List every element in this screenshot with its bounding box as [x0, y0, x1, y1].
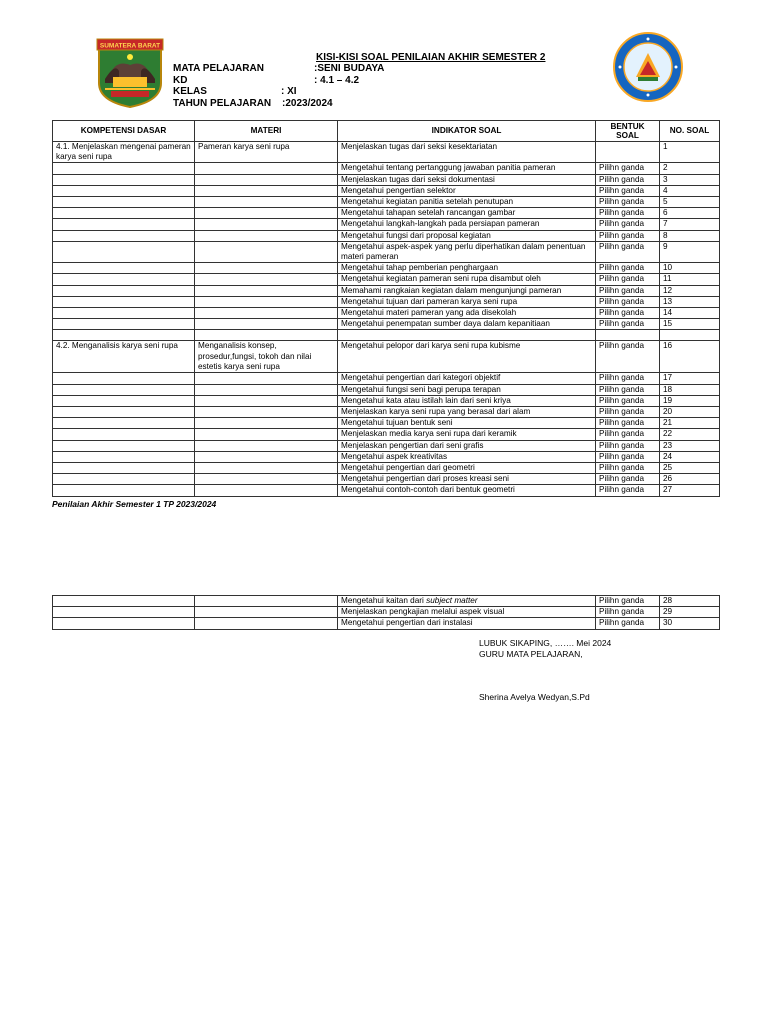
- table-row: [53, 319, 720, 330]
- indikator-text: Menjelaskan pengkajian melalui aspek visual: [341, 607, 505, 617]
- school-seal-logo: [612, 31, 684, 103]
- table-row: [53, 142, 720, 163]
- assessment-note: Penilaian Akhir Semester 1 TP 2023/2024: [52, 499, 217, 509]
- cell-bentuk: [596, 142, 660, 163]
- cell-indikator: Mengetahui pengertian dari proses kreasi seni: [338, 474, 596, 485]
- table-row: [53, 219, 720, 230]
- cell-materi: [195, 296, 338, 307]
- cell-bentuk: Pilihn ganda: [596, 407, 660, 418]
- cell-kompetensi: [53, 330, 195, 341]
- cell-indikator: Mengetahui aspek kreativitas: [338, 451, 596, 462]
- table-row: [53, 197, 720, 208]
- cell-materi: [195, 463, 338, 474]
- cell-kompetensi: [53, 263, 195, 274]
- cell-no: 8: [660, 230, 720, 241]
- table-row: [53, 618, 720, 629]
- cell-bentuk: Pilihn ganda: [596, 596, 660, 607]
- cell-kompetensi: [53, 618, 195, 629]
- column-header-materi: MATERI: [195, 121, 338, 142]
- question-grid-table-continued: [52, 595, 720, 630]
- cell-no: 12: [660, 285, 720, 296]
- cell-kompetensi: [53, 208, 195, 219]
- cell-kompetensi: [53, 485, 195, 496]
- cell-no: 17: [660, 373, 720, 384]
- cell-bentuk: Pilihn ganda: [596, 463, 660, 474]
- table-row: [53, 274, 720, 285]
- table-row: [53, 384, 720, 395]
- cell-bentuk: Pilihn ganda: [596, 341, 660, 373]
- cell-no: 5: [660, 197, 720, 208]
- table-row: [53, 208, 720, 219]
- cell-indikator: Mengetahui pelopor dari karya seni rupa kubisme: [338, 341, 596, 373]
- cell-bentuk: Pilihn ganda: [596, 373, 660, 384]
- cell-indikator: Mengetahui tahapan setelah rancangan gambar: [338, 208, 596, 219]
- cell-no: 19: [660, 395, 720, 406]
- meta-label-class: KELAS: [173, 86, 207, 97]
- cell-kompetensi: [53, 319, 195, 330]
- cell-materi: [195, 185, 338, 196]
- logo-banner-text: SUMATERA BARAT: [99, 42, 161, 50]
- cell-indikator: Mengetahui contoh-contoh dari bentuk geometri: [338, 485, 596, 496]
- cell-no: 7: [660, 219, 720, 230]
- cell-no: 28: [660, 596, 720, 607]
- cell-materi: [195, 429, 338, 440]
- cell-materi: [195, 308, 338, 319]
- cell-no: 21: [660, 418, 720, 429]
- cell-indikator: Menjelaskan tugas dari seksi dokumentasi: [338, 174, 596, 185]
- signature-role: GURU MATA PELAJARAN,: [479, 649, 583, 659]
- column-header-kompetensi: KOMPETENSI DASAR: [53, 121, 195, 142]
- table-row: [53, 263, 720, 274]
- signature-place-date: LUBUK SIKAPING, ……. Mei 2024: [479, 638, 612, 648]
- cell-indikator: Mengetahui fungsi seni bagi perupa terapan: [338, 384, 596, 395]
- cell-kompetensi: [53, 429, 195, 440]
- cell-indikator: [338, 330, 596, 341]
- cell-no: 18: [660, 384, 720, 395]
- cell-kompetensi: [53, 373, 195, 384]
- cell-indikator: Mengetahui penempatan sumber daya dalam kepanitiaan: [338, 319, 596, 330]
- cell-bentuk: Pilihn ganda: [596, 451, 660, 462]
- table-row: [53, 440, 720, 451]
- document-title: KISI-KISI SOAL PENILAIAN AKHIR SEMESTER 2: [316, 52, 546, 63]
- cell-kompetensi: [53, 285, 195, 296]
- cell-kompetensi: [53, 308, 195, 319]
- cell-kompetensi: [53, 274, 195, 285]
- cell-kompetensi: [53, 174, 195, 185]
- cell-indikator: Mengetahui fungsi dari proposal kegiatan: [338, 230, 596, 241]
- table-row: [53, 373, 720, 384]
- cell-indikator: [338, 596, 596, 607]
- cell-kompetensi: [53, 451, 195, 462]
- cell-materi: [195, 384, 338, 395]
- cell-no: 30: [660, 618, 720, 629]
- cell-bentuk: Pilihn ganda: [596, 219, 660, 230]
- cell-no: 25: [660, 463, 720, 474]
- cell-bentuk: Pilihn ganda: [596, 197, 660, 208]
- cell-materi: [195, 373, 338, 384]
- cell-indikator: [338, 607, 596, 618]
- table-row: [53, 463, 720, 474]
- cell-indikator: Mengetahui tujuan dari pameran karya seni rupa: [338, 296, 596, 307]
- cell-kompetensi: [53, 384, 195, 395]
- cell-kompetensi: [53, 197, 195, 208]
- cell-bentuk: Pilihn ganda: [596, 429, 660, 440]
- cell-indikator: Mengetahui tentang pertanggung jawaban panitia pameran: [338, 163, 596, 174]
- meta-value-kd: : 4.1 – 4.2: [314, 75, 360, 86]
- cell-no: 15: [660, 319, 720, 330]
- cell-bentuk: Pilihn ganda: [596, 208, 660, 219]
- cell-kompetensi: [53, 219, 195, 230]
- cell-bentuk: Pilihn ganda: [596, 384, 660, 395]
- question-grid-table: [52, 120, 720, 497]
- cell-kompetensi: [53, 418, 195, 429]
- cell-bentuk: Pilihn ganda: [596, 296, 660, 307]
- table-row: [53, 395, 720, 406]
- cell-no: 27: [660, 485, 720, 496]
- cell-indikator: Mengetahui langkah-langkah pada persiapan pameran: [338, 219, 596, 230]
- table-header-row: [53, 121, 720, 142]
- cell-materi: [195, 230, 338, 241]
- cell-no: 26: [660, 474, 720, 485]
- cell-bentuk: Pilihn ganda: [596, 395, 660, 406]
- cell-bentuk: Pilihn ganda: [596, 607, 660, 618]
- table-row: [53, 285, 720, 296]
- table-row: [53, 451, 720, 462]
- meta-label-year: TAHUN PELAJARAN: [173, 98, 272, 109]
- cell-no: 14: [660, 308, 720, 319]
- cell-kompetensi: [53, 596, 195, 607]
- cell-bentuk: Pilihn ganda: [596, 319, 660, 330]
- table-row: [53, 296, 720, 307]
- meta-label-subject: MATA PELAJARAN: [173, 63, 264, 74]
- cell-no: 1: [660, 142, 720, 163]
- cell-kompetensi: [53, 607, 195, 618]
- cell-bentuk: Pilihn ganda: [596, 185, 660, 196]
- table-row: [53, 429, 720, 440]
- cell-indikator: Mengetahui materi pameran yang ada disekolah: [338, 308, 596, 319]
- column-header-indikator: INDIKATOR SOAL: [338, 121, 596, 142]
- table-row: [53, 474, 720, 485]
- cell-no: 29: [660, 607, 720, 618]
- cell-no: 2: [660, 163, 720, 174]
- indikator-text: Mengetahui kaitan dari: [341, 596, 427, 605]
- cell-bentuk: Pilihn ganda: [596, 474, 660, 485]
- cell-indikator: Menjelaskan karya seni rupa yang berasal dari alam: [338, 407, 596, 418]
- meta-value-subject: :SENI BUDAYA: [314, 63, 385, 74]
- meta-value-year: :2023/2024: [282, 98, 333, 109]
- cell-no: 6: [660, 208, 720, 219]
- cell-no: 11: [660, 274, 720, 285]
- cell-indikator: Mengetahui kegiatan pameran seni rupa disambut oleh: [338, 274, 596, 285]
- cell-no: 10: [660, 263, 720, 274]
- table-row: [53, 308, 720, 319]
- sumatera-barat-logo: [95, 37, 165, 109]
- cell-materi: [195, 263, 338, 274]
- cell-indikator: Mengetahui kegiatan panitia setelah penutupan: [338, 197, 596, 208]
- cell-indikator: [338, 618, 596, 629]
- signature-name: Sherina Avelya Wedyan,S.Pd: [479, 692, 590, 702]
- cell-indikator: Mengetahui pengertian dari geometri: [338, 463, 596, 474]
- cell-materi: [195, 219, 338, 230]
- cell-kompetensi: [53, 230, 195, 241]
- cell-bentuk: Pilihn ganda: [596, 308, 660, 319]
- cell-kompetensi: [53, 440, 195, 451]
- cell-materi: [195, 330, 338, 341]
- cell-kompetensi: [53, 407, 195, 418]
- table-row: [53, 607, 720, 618]
- cell-materi: [195, 319, 338, 330]
- cell-bentuk: Pilihn ganda: [596, 174, 660, 185]
- cell-materi: [195, 607, 338, 618]
- cell-no: 22: [660, 429, 720, 440]
- table-row: [53, 174, 720, 185]
- cell-kompetensi: [53, 163, 195, 174]
- cell-kompetensi: 4.1. Menjelaskan mengenai pameran karya seni rupa: [53, 142, 195, 163]
- table-row: [53, 330, 720, 341]
- cell-materi: [195, 285, 338, 296]
- cell-no: 24: [660, 451, 720, 462]
- table-row: [53, 485, 720, 496]
- cell-indikator: Menjelaskan tugas dari seksi kesektariatan: [338, 142, 596, 163]
- cell-materi: [195, 451, 338, 462]
- cell-bentuk: Pilihn ganda: [596, 485, 660, 496]
- cell-bentuk: Pilihn ganda: [596, 440, 660, 451]
- cell-bentuk: [596, 330, 660, 341]
- cell-indikator: Mengetahui pengertian selektor: [338, 185, 596, 196]
- cell-no: 3: [660, 174, 720, 185]
- cell-materi: [195, 241, 338, 262]
- cell-bentuk: Pilihn ganda: [596, 163, 660, 174]
- cell-no: 16: [660, 341, 720, 373]
- cell-no: 4: [660, 185, 720, 196]
- cell-bentuk: Pilihn ganda: [596, 418, 660, 429]
- table-row: [53, 163, 720, 174]
- table-row: [53, 341, 720, 373]
- indikator-italic-text: subject matter: [426, 596, 478, 605]
- meta-value-class: : XI: [281, 86, 297, 97]
- cell-indikator: Menjelaskan pengertian dari seni grafis: [338, 440, 596, 451]
- column-header-bentuk: BENTUK SOAL: [596, 121, 660, 142]
- cell-materi: [195, 474, 338, 485]
- table-row: [53, 230, 720, 241]
- cell-materi: [195, 596, 338, 607]
- table-row: [53, 407, 720, 418]
- cell-kompetensi: [53, 395, 195, 406]
- cell-bentuk: Pilihn ganda: [596, 263, 660, 274]
- cell-materi: [195, 395, 338, 406]
- meta-label-kd: KD: [173, 75, 188, 86]
- cell-materi: [195, 418, 338, 429]
- cell-materi: [195, 274, 338, 285]
- table-row: [53, 596, 720, 607]
- cell-no: 23: [660, 440, 720, 451]
- column-header-no: NO. SOAL: [660, 121, 720, 142]
- cell-materi: Pameran karya seni rupa: [195, 142, 338, 163]
- cell-materi: [195, 197, 338, 208]
- cell-bentuk: Pilihn ganda: [596, 230, 660, 241]
- cell-kompetensi: [53, 463, 195, 474]
- cell-kompetensi: 4.2. Menganalisis karya seni rupa: [53, 341, 195, 373]
- cell-indikator: Menjelaskan media karya seni rupa dari keramik: [338, 429, 596, 440]
- cell-materi: [195, 407, 338, 418]
- cell-kompetensi: [53, 296, 195, 307]
- cell-no: 13: [660, 296, 720, 307]
- cell-bentuk: Pilihn ganda: [596, 274, 660, 285]
- indikator-text: Mengetahui pengertian dari instalasi: [341, 618, 473, 628]
- cell-materi: [195, 208, 338, 219]
- cell-indikator: Mengetahui tahap pemberian penghargaan: [338, 263, 596, 274]
- cell-no: [660, 330, 720, 341]
- table-row: [53, 418, 720, 429]
- cell-bentuk: Pilihn ganda: [596, 285, 660, 296]
- cell-kompetensi: [53, 185, 195, 196]
- cell-materi: [195, 174, 338, 185]
- cell-materi: [195, 485, 338, 496]
- cell-materi: [195, 440, 338, 451]
- cell-indikator: Mengetahui pengertian dari kategori objektif: [338, 373, 596, 384]
- cell-indikator: Mengetahui kata atau istilah lain dari seni kriya: [338, 395, 596, 406]
- cell-bentuk: Pilihn ganda: [596, 618, 660, 629]
- cell-materi: [195, 618, 338, 629]
- cell-no: 20: [660, 407, 720, 418]
- table-row: [53, 185, 720, 196]
- cell-kompetensi: [53, 241, 195, 262]
- cell-no: 9: [660, 241, 720, 262]
- cell-bentuk: Pilihn ganda: [596, 241, 660, 262]
- cell-indikator: Memahami rangkaian kegiatan dalam mengunjungi pameran: [338, 285, 596, 296]
- cell-materi: [195, 163, 338, 174]
- cell-materi: Menganalisis konsep, prosedur,fungsi, tokoh dan nilai estetis karya seni rupa: [195, 341, 338, 373]
- cell-indikator: Mengetahui aspek-aspek yang perlu diperhatikan dalam penentuan materi pameran: [338, 241, 596, 262]
- cell-kompetensi: [53, 474, 195, 485]
- table-row: [53, 241, 720, 262]
- cell-indikator: Mengetahui tujuan bentuk seni: [338, 418, 596, 429]
